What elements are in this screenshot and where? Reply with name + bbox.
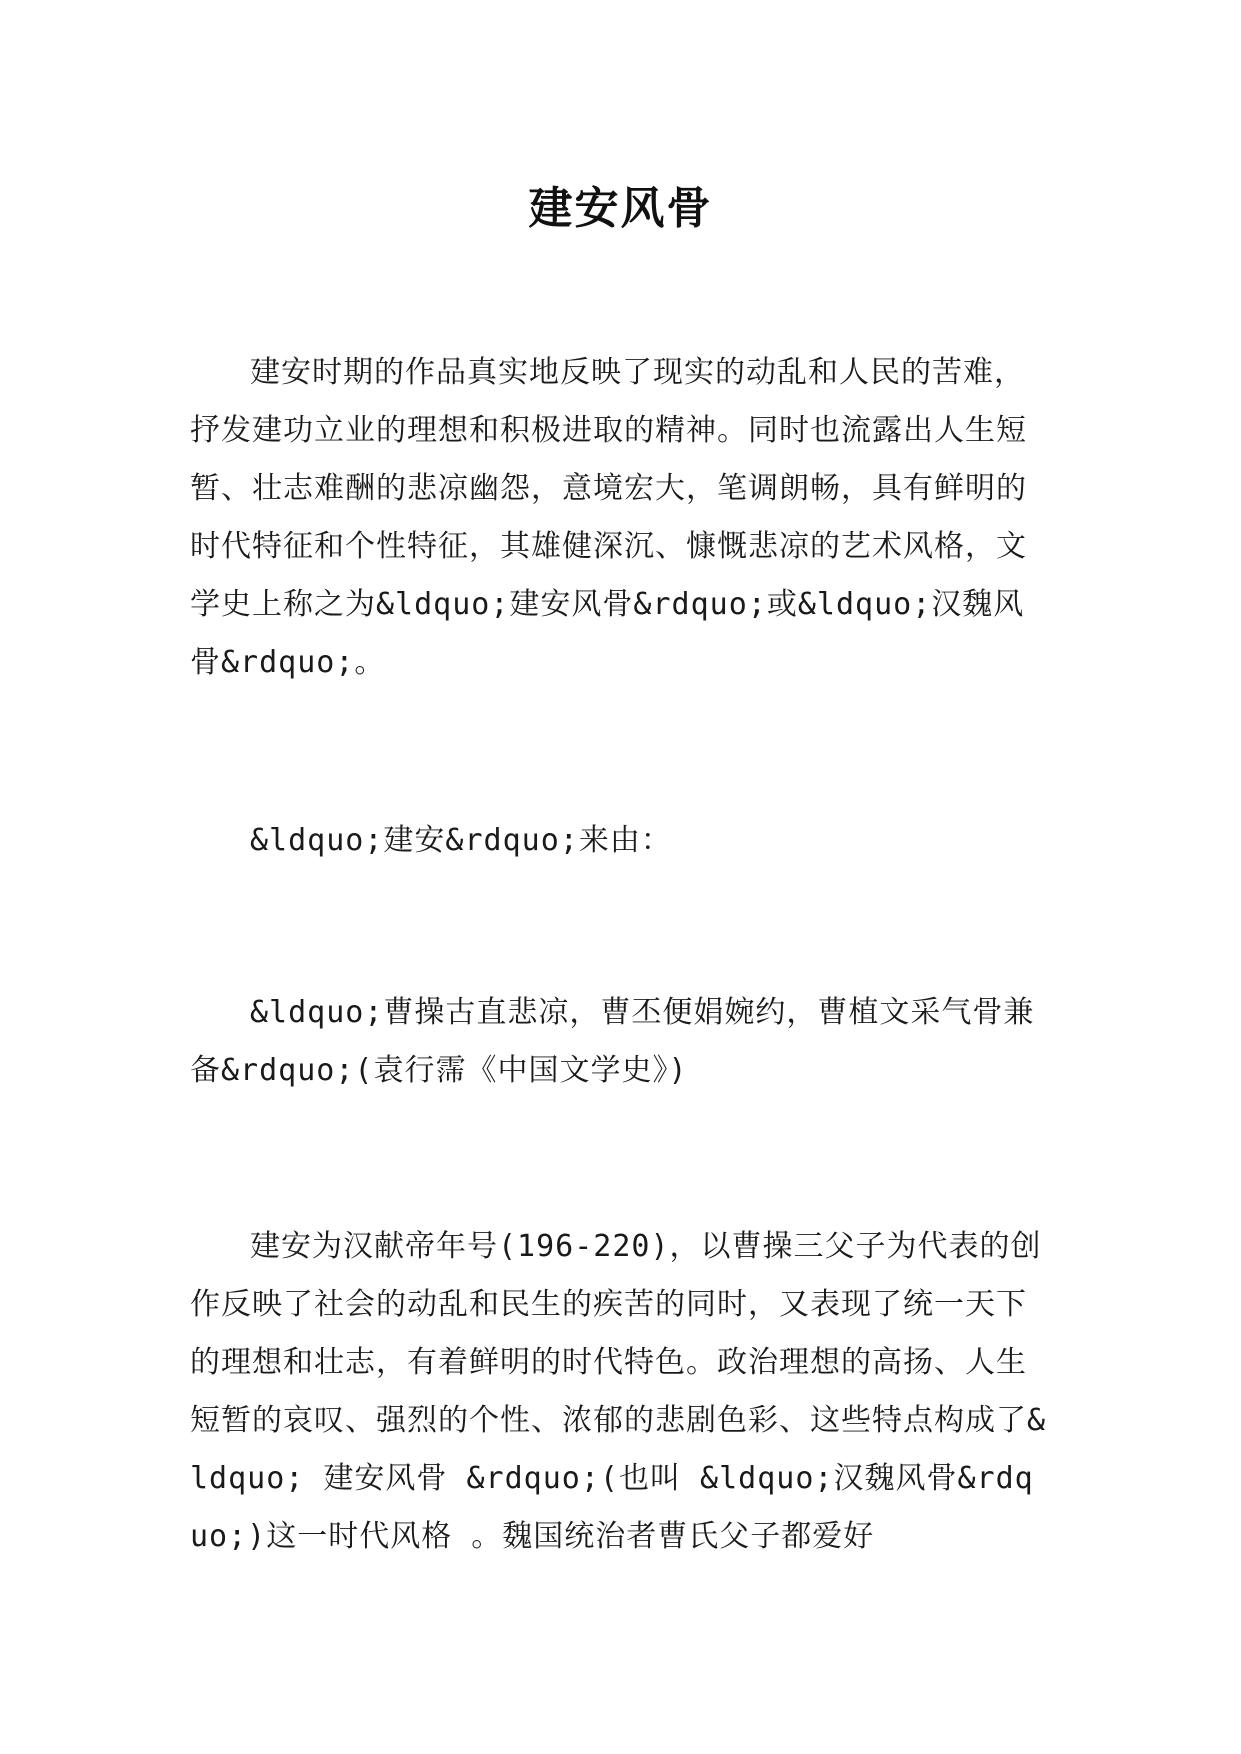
paragraph-intro: 建安时期的作品真实地反映了现实的动乱和人民的苦难，抒发建功立业的理想和积极进取的精神。同时也流露出人生短暂、壮志难酬的悲凉幽怨，意境宏大，笔调朗畅，具有鲜明的时代特征和个性特征，其雄健深沉、慷慨悲凉的艺术风格，文学史上称之为&ldquo;建安风骨&rdquo;或&ldquo;汉魏风骨&rdquo;。 (190, 355, 1027, 680)
paragraph-history: 建安为汉献帝年号(196-220)，以曹操三父子为代表的创作反映了社会的动乱和民生的疾苦的同时，又表现了统一天下的理想和壮志，有着鲜明的时代特色。政治理想的高扬、人生短暂的哀叹、强烈的个性、浓郁的悲剧色彩、这些特点构成了&ldquo; 建安风骨 &rdquo;(也叫 &ldquo;汉魏风骨&rdquo;)这一时代风格 。魏国统治者曹氏父子都爱好 (190, 1229, 1047, 1554)
document-title: 建安风骨 (528, 183, 713, 235)
paragraph-quote: &ldquo;曹操古直悲凉，曹丕便娟婉约，曹植文采气骨兼备&rdquo;(袁行霈《中国文学史》) (190, 995, 1035, 1088)
paragraph-origin-heading: &ldquo;建安&rdquo;来由： (250, 823, 672, 858)
